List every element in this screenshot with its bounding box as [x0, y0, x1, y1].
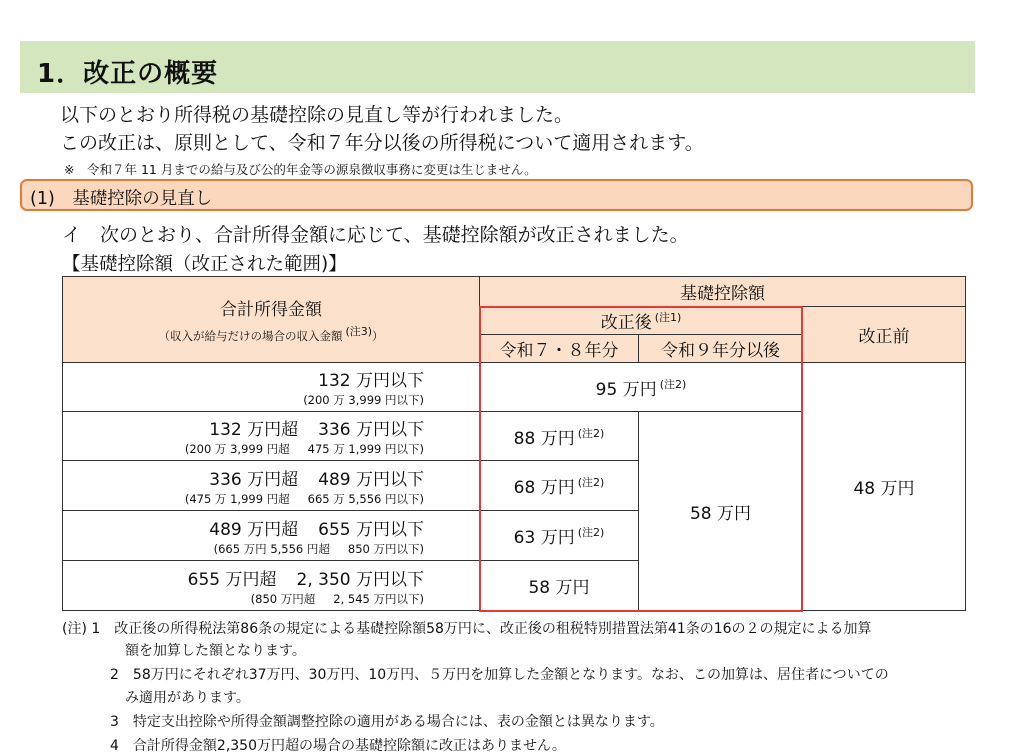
salary-from: (200 万 3,999 円超 — [184, 442, 290, 456]
deduction-value-cell — [480, 511, 639, 561]
income-header-close: ） — [372, 328, 384, 343]
income-cell — [63, 561, 480, 611]
after-revision-label: 改正後 — [600, 313, 652, 333]
income-cell — [63, 412, 480, 461]
note-1-line-1: (注) 1 改正後の所得税法第86条の規定による基礎控除額58万円に、改正後の租税特別措置法第41条の16の２の規定による加算 — [62, 621, 872, 637]
before-revision-value: 48 万円 — [803, 363, 966, 611]
income-header-sub — [63, 323, 479, 344]
income-to: 489 万円以下 — [318, 469, 424, 490]
note-1-line-2: 額を加算した額となります。 — [125, 643, 306, 659]
deduction-table — [62, 276, 966, 611]
section-heading — [20, 41, 975, 93]
income-to: 2, 350 万円以下 — [296, 569, 424, 590]
income-cell — [63, 461, 480, 511]
deduction-value: 68 万円 — [513, 478, 575, 498]
before-revision-header: 改正前 — [803, 307, 966, 363]
table-caption: 【基礎控除額（改正された範囲)】 — [62, 254, 347, 275]
intro-line-1: 以下のとおり所得税の基礎控除の見直し等が行われました。 — [60, 104, 574, 126]
deduction-value-cell — [480, 412, 639, 461]
section-title: 1．改正の概要 — [37, 59, 219, 89]
salary-to: 665 万 5,556 円以下) — [307, 491, 424, 506]
income-to: 336 万円以下 — [318, 420, 424, 440]
note-2-line-2: み適用があります。 — [125, 690, 250, 706]
deduction-note: (注2) — [577, 426, 605, 440]
income-from: 336 万円超 — [209, 469, 299, 490]
income-to: 655 万円以下 — [318, 519, 424, 540]
table-row — [63, 363, 966, 412]
r9-value: 58 万円 — [639, 412, 803, 611]
deduction-value-cell — [480, 363, 803, 412]
deduction-value-cell — [480, 561, 639, 611]
salary-to: (200 万 3,999 円以下) — [303, 393, 424, 407]
note-2-line-1: 2 58万円にそれぞれ37万円、30万円、10万円、５万円を加算した金額となります。なお、この加算は、居住者についての — [110, 667, 889, 683]
income-header-sub-text: （収入が給与だけの場合の収入金額 — [158, 328, 343, 343]
income-from: 489 万円超 — [209, 519, 299, 540]
income-cell — [63, 363, 480, 412]
deduction-value: 95 万円 — [595, 379, 657, 400]
deduction-column-header: 基礎控除額 — [480, 277, 966, 307]
salary-to: 475 万 1,999 円以下) — [307, 442, 424, 456]
subsection-title: (1) 基礎控除の見直し — [30, 189, 213, 209]
deduction-value: 58 万円 — [528, 578, 590, 598]
income-to: 132 万円以下 — [318, 371, 424, 391]
note-3: 3 特定支出控除や所得金額調整控除の適用がある場合には、表の金額とは異なります。 — [110, 714, 664, 730]
salary-from: (850 万円超 — [250, 591, 316, 606]
item-line: イ 次のとおり、合計所得金額に応じて、基礎控除額が改正されました。 — [62, 224, 689, 246]
deduction-note: (注2) — [577, 526, 605, 540]
after-revision-header — [480, 307, 803, 335]
salary-to: 850 万円以下) — [347, 541, 424, 556]
r9-header: 令和９年分以後 — [639, 335, 803, 363]
deduction-value-cell — [480, 461, 639, 511]
note-4: 4 合計所得金額2,350万円超の場合の基礎控除額に改正はありません。 — [110, 738, 566, 754]
intro-line-2: この改正は、原則として、令和７年分以後の所得税について適用されます。 — [60, 132, 704, 154]
income-header-note: (注3) — [345, 325, 373, 339]
subsection-bar — [20, 179, 973, 211]
salary-from: (475 万 1,999 円超 — [184, 491, 290, 506]
income-column-header — [63, 277, 480, 363]
intro-footnote: ※ 令和７年 11 月までの給与及び公的年金等の源泉徴収事務に変更は生じません。 — [64, 162, 537, 177]
salary-to: 2, 545 万円以下) — [333, 591, 424, 606]
r7-8-header: 令和７・８年分 — [480, 335, 639, 363]
deduction-note: (注2) — [577, 476, 605, 490]
deduction-value: 88 万円 — [513, 428, 575, 449]
income-cell — [63, 511, 480, 561]
deduction-note: (注2) — [659, 377, 687, 391]
income-from: 655 万円超 — [187, 569, 277, 590]
salary-from: (665 万円 5,556 円超 — [213, 541, 330, 556]
after-revision-note: (注1) — [654, 311, 682, 325]
income-header-label: 合計所得金額 — [220, 300, 322, 321]
income-from: 132 万円超 — [209, 420, 299, 440]
deduction-value: 63 万円 — [513, 528, 575, 548]
